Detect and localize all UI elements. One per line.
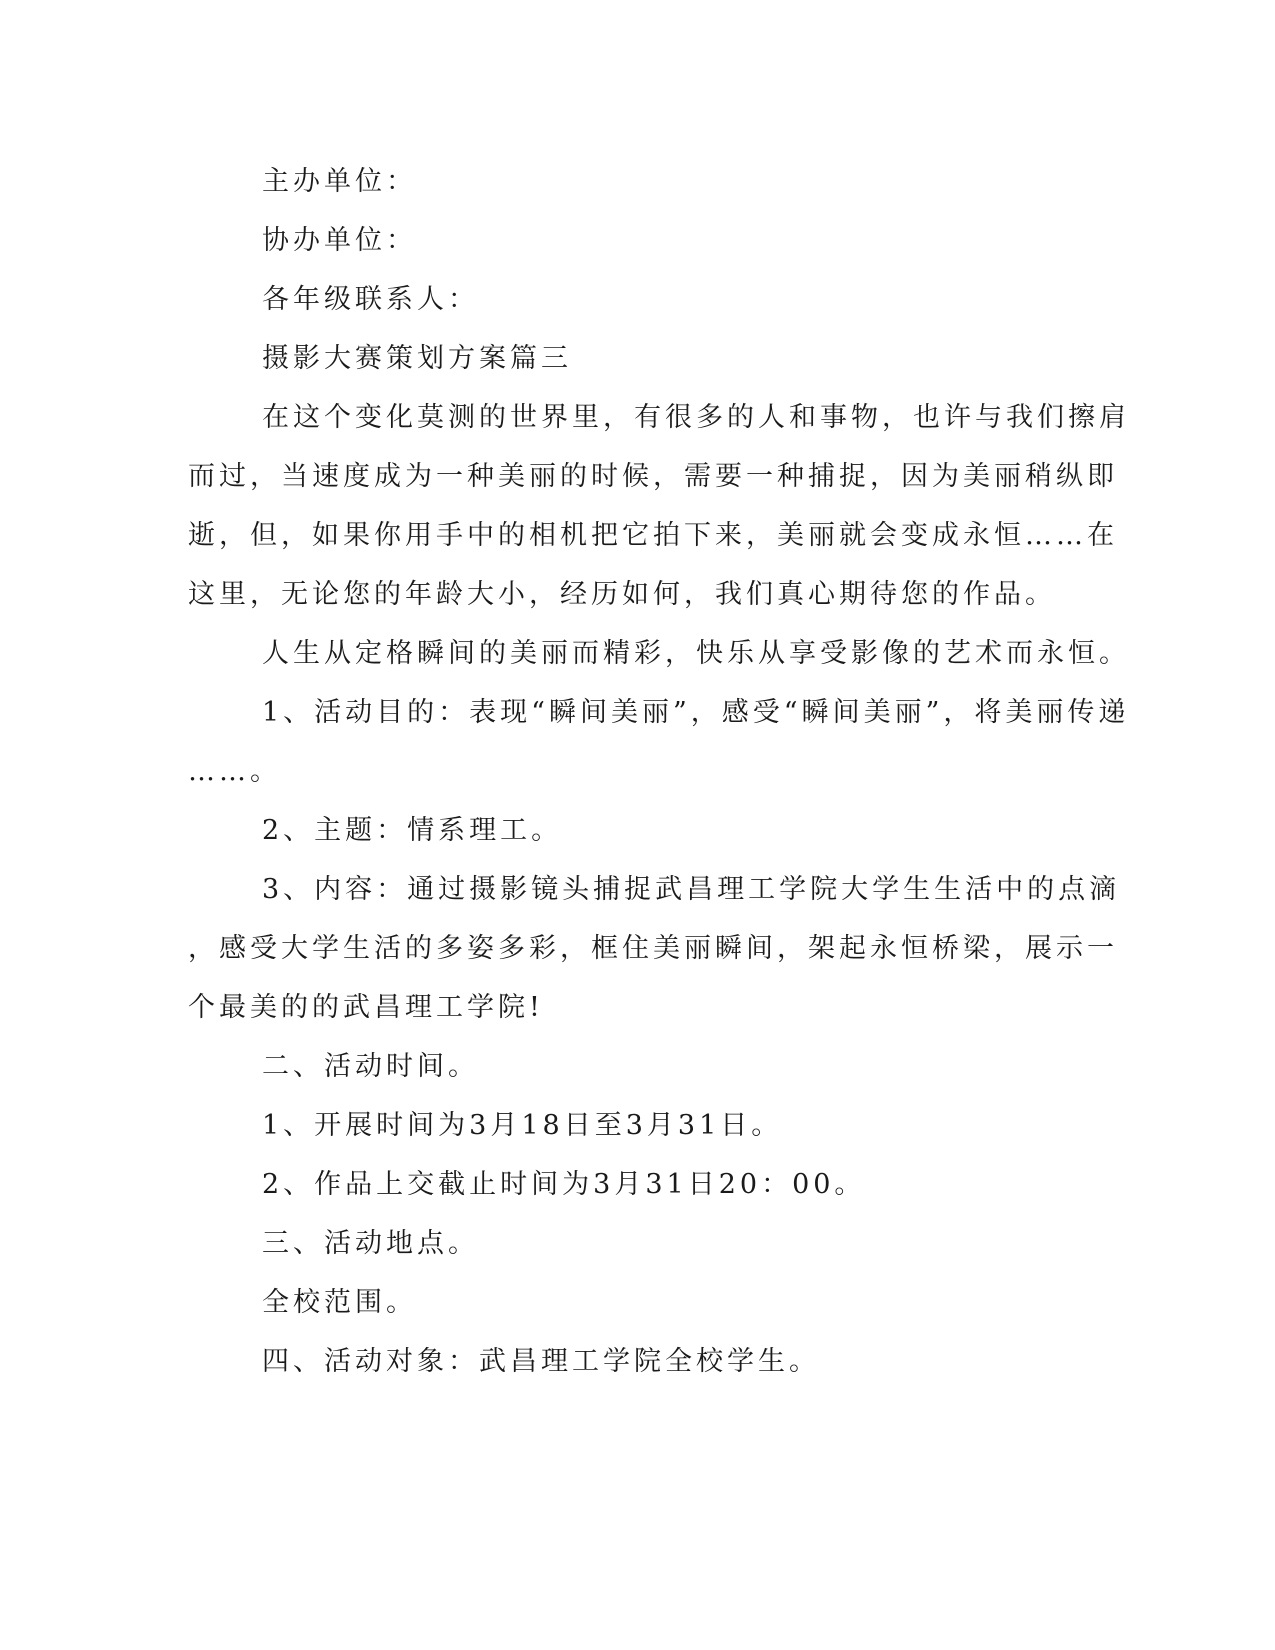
target-audience-line: 四、活动对象：武昌理工学院全校学生。 [262,1346,820,1377]
slogan-line: 人生从定格瞬间的美丽而精彩，快乐从享受影像的艺术而永恒。 [262,638,1130,669]
purpose-line-2: ……。 [188,756,281,787]
intro-paragraph-line-2: 而过，当速度成为一种美丽的时候，需要一种捕捉，因为美丽稍纵即 [188,461,1118,492]
theme-line: 2、主题：情系理工。 [262,815,563,846]
organizer-label: 主办单位： [262,166,417,197]
co-organizer-label: 协办单位： [262,225,417,256]
activity-time-heading: 二、活动时间。 [262,1051,479,1082]
start-time-line: 1、开展时间为3月18日至3月31日。 [262,1110,783,1141]
content-line-3: 个最美的的武昌理工学院! [188,992,544,1023]
location-line: 全校范围。 [262,1287,417,1318]
purpose-line-1: 1、活动目的：表现“瞬间美丽”，感受“瞬间美丽”，将美丽传递 [262,697,1130,728]
content-line-2: ，感受大学生活的多姿多彩，框住美丽瞬间，架起永恒桥梁，展示一 [188,933,1118,964]
activity-location-heading: 三、活动地点。 [262,1228,479,1259]
intro-paragraph-line-3: 逝，但，如果你用手中的相机把它拍下来，美丽就会变成永恒……在 [188,520,1118,551]
intro-paragraph-line-4: 这里，无论您的年龄大小，经历如何，我们真心期待您的作品。 [188,579,1056,610]
deadline-line: 2、作品上交截止时间为3月31日20：00。 [262,1169,866,1200]
intro-paragraph-line-1: 在这个变化莫测的世界里，有很多的人和事物，也许与我们擦肩 [262,402,1130,433]
content-line-1: 3、内容：通过摄影镜头捕捉武昌理工学院大学生生活中的点滴 [262,874,1121,905]
section-heading: 摄影大赛策划方案篇三 [262,343,572,374]
grade-contact-label: 各年级联系人： [262,284,479,315]
